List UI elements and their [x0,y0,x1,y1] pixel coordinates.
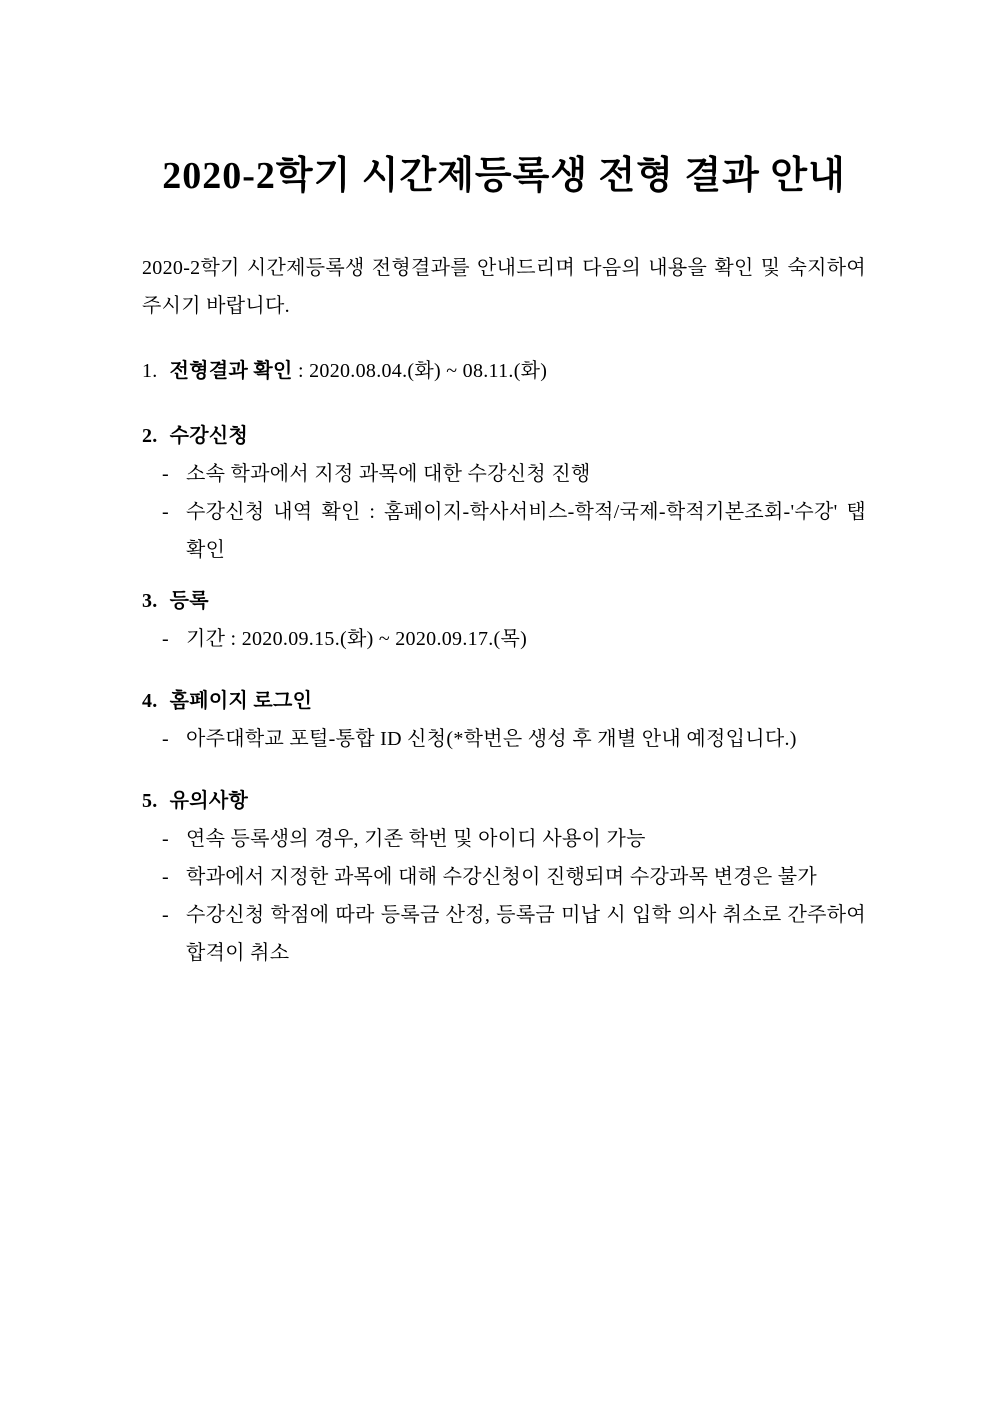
section-heading-detail: : 2020.08.04.(화) ~ 08.11.(화) [292,360,548,382]
list-item-text: 소속 학과에서 지정 과목에 대한 수강신청 진행 [186,463,591,485]
bullet-dash: - [162,828,169,850]
section-title: 유의사항 [169,790,249,812]
section-3-registration [142,582,866,658]
list-item-text: 수강신청 학점에 따라 등록금 산정, 등록금 미납 시 입학 의사 취소로 간주하여 합격이 취소 [186,904,866,964]
list-item [162,820,866,858]
section-2-course-registration [142,417,866,569]
section-heading [142,682,866,720]
bullet-list [142,720,866,758]
document-page [142,0,866,972]
bullet-list [142,620,866,658]
bullet-dash: - [162,501,169,523]
list-item [162,455,866,493]
list-item-text: 아주대학교 포털-통합 ID 신청(*학번은 생성 후 개별 안내 예정입니다.) [186,728,797,750]
list-item [162,720,866,758]
section-number: 3. [142,590,158,612]
bullet-list [142,820,866,972]
bullet-dash: - [162,463,169,485]
section-heading [142,352,866,390]
list-item [162,858,866,896]
section-title: 등록 [169,590,209,612]
list-item-text: 수강신청 내역 확인 : 홈페이지-학사서비스-학적/국제-학적기본조회-'수강' 탭 확인 [186,501,866,561]
bullet-dash: - [162,866,169,888]
list-item [162,896,866,972]
list-item [162,620,866,658]
bullet-dash: - [162,904,169,926]
section-1-result-check [142,352,866,390]
section-number: 2. [142,425,158,447]
section-number: 5. [142,790,158,812]
page-title: 2020-2학기 시간제등록생 전형 결과 안내 [162,155,846,197]
section-number: 1. [142,360,158,382]
list-item [162,493,866,569]
section-number: 4. [142,690,158,712]
section-title: 홈페이지 로그인 [169,690,313,712]
section-5-notes [142,782,866,972]
bullet-dash: - [162,628,169,650]
bullet-list [142,455,866,569]
bullet-dash: - [162,728,169,750]
section-4-homepage-login [142,682,866,758]
list-item-text: 기간 : 2020.09.15.(화) ~ 2020.09.17.(목) [186,628,528,650]
section-heading [142,417,866,455]
section-title: 전형결과 확인 [169,360,293,382]
list-item-text: 연속 등록생의 경우, 기존 학번 및 아이디 사용이 가능 [186,828,646,850]
section-title: 수강신청 [169,425,249,447]
section-heading [142,782,866,820]
section-heading [142,582,866,620]
intro-paragraph: 2020-2학기 시간제등록생 전형결과를 안내드리며 다음의 내용을 확인 및 숙지하여 주시기 바랍니다. [142,257,866,317]
list-item-text: 학과에서 지정한 과목에 대해 수강신청이 진행되며 수강과목 변경은 불가 [186,866,817,888]
